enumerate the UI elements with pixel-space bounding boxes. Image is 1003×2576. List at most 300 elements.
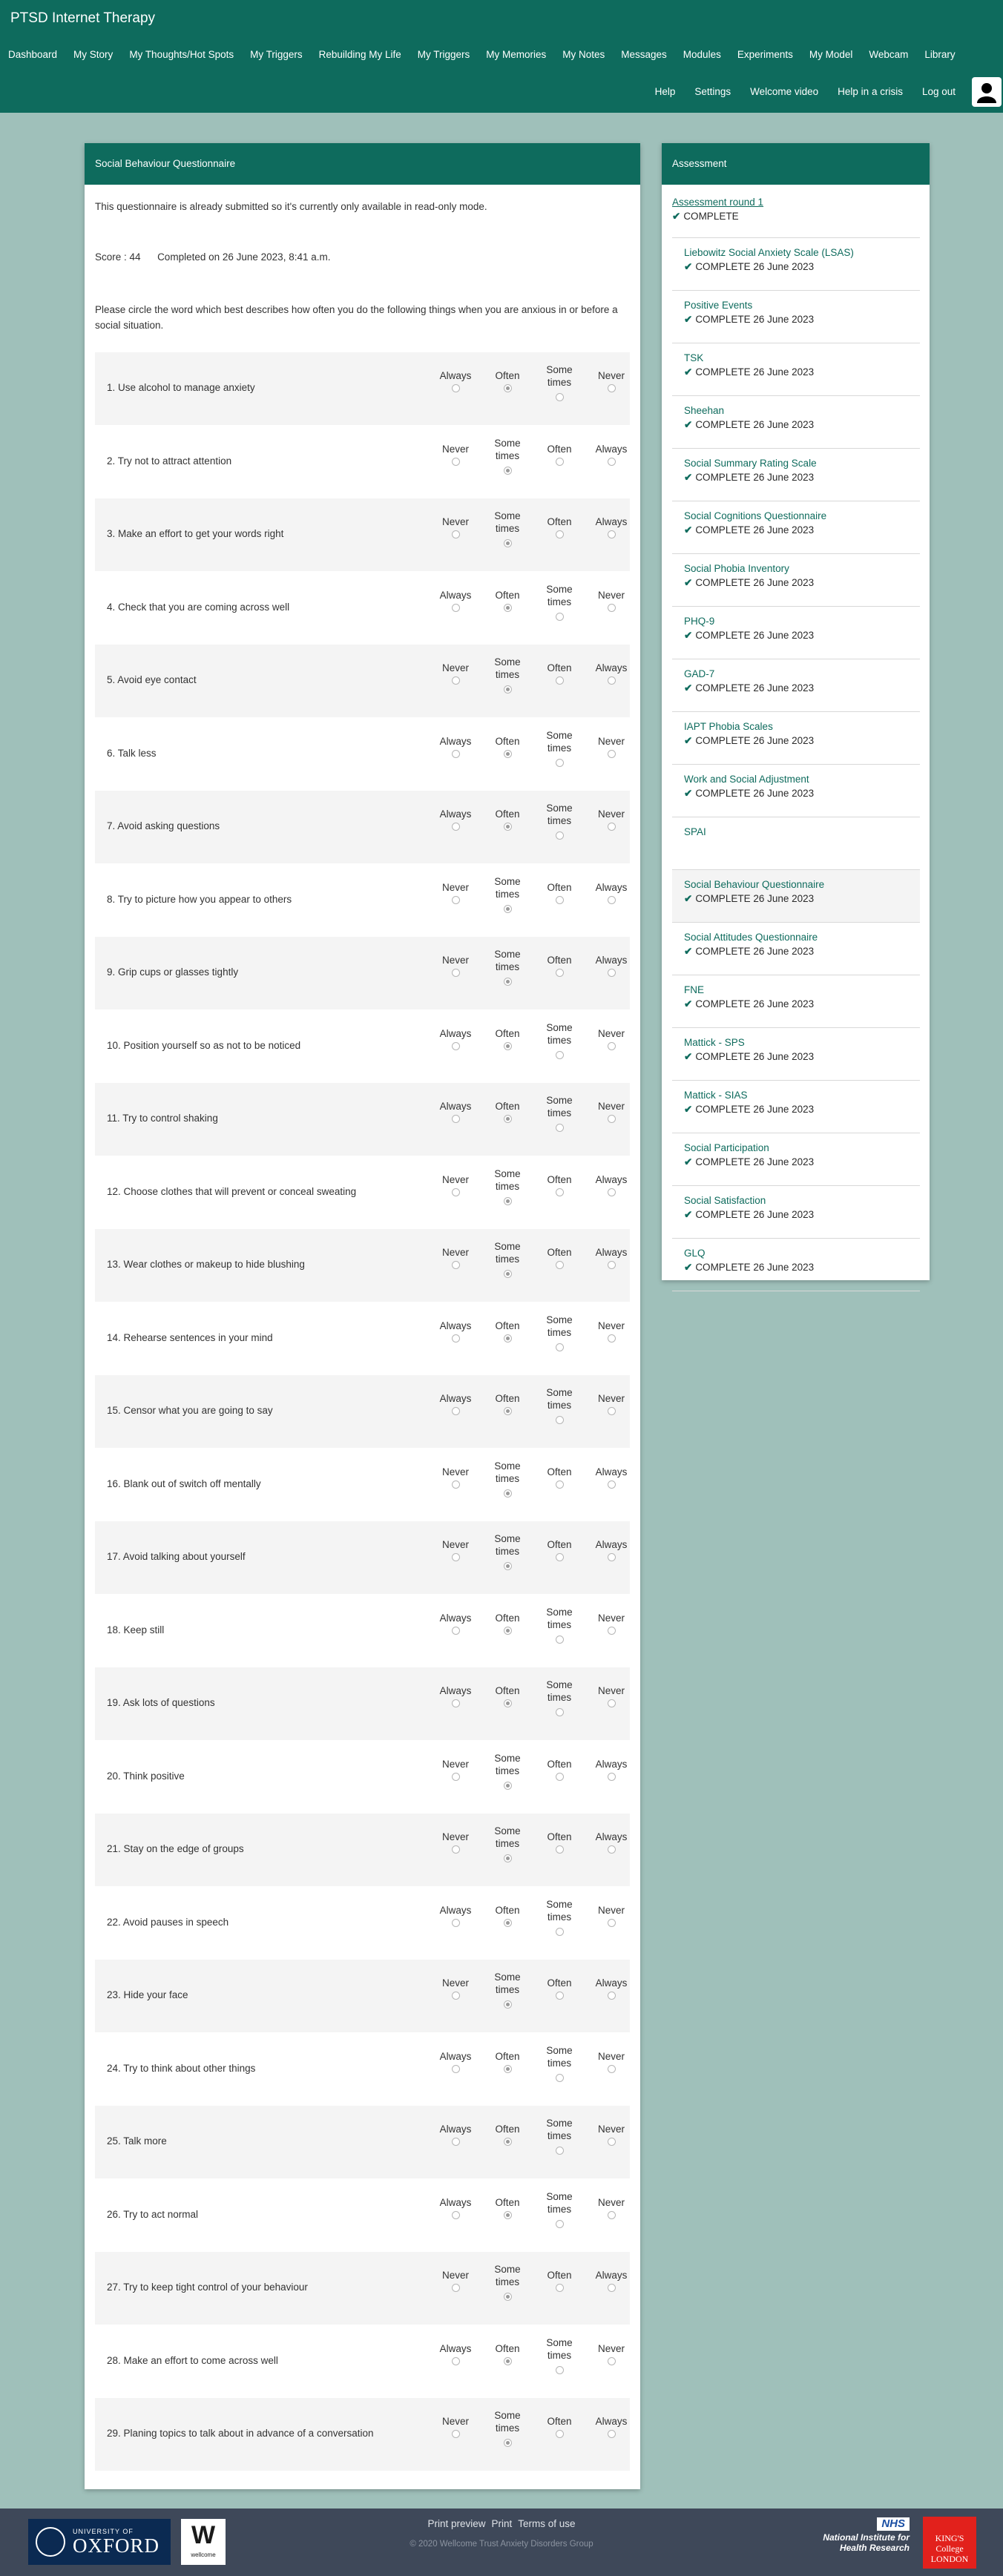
- answer-radio[interactable]: [504, 1699, 512, 1707]
- check-icon: ✔: [684, 1156, 693, 1167]
- answer-radio[interactable]: [452, 2065, 460, 2073]
- answer-label: Never: [441, 1247, 469, 1258]
- answer-option: [537, 1679, 582, 1730]
- question-text: 2. Try not to attract attention: [107, 455, 232, 467]
- answer-radio[interactable]: [452, 2284, 460, 2292]
- check-icon: ✔: [684, 524, 693, 536]
- answer-option: [589, 1240, 634, 1292]
- check-icon: ✔: [684, 472, 693, 483]
- answer-radio[interactable]: [556, 2074, 564, 2082]
- nav-item[interactable]: My Notes: [562, 49, 605, 60]
- assessment-item-name[interactable]: IAPT Phobia Scales: [684, 721, 773, 732]
- answer-radio[interactable]: [504, 1489, 512, 1498]
- answer-option: [537, 1460, 582, 1512]
- assessment-item[interactable]: [672, 449, 920, 501]
- answer-radio[interactable]: [504, 2000, 512, 2009]
- question-text: 24. Try to think about other things: [107, 2062, 256, 2074]
- answer-label: Never: [597, 1393, 625, 1404]
- answer-option: [485, 583, 530, 635]
- answer-radio[interactable]: [608, 2357, 616, 2365]
- answer-label: Often: [495, 1685, 520, 1696]
- assessment-item-name[interactable]: Mattick - SIAS: [684, 1090, 748, 1101]
- answer-radio[interactable]: [556, 1416, 564, 1424]
- answer-option: [589, 437, 634, 489]
- answer-radio[interactable]: [452, 1334, 460, 1343]
- answer-option: [537, 1898, 582, 1950]
- main-nav: [0, 49, 964, 65]
- answer-radio[interactable]: [608, 1553, 616, 1561]
- answer-radio[interactable]: [608, 1188, 616, 1196]
- assessment-item[interactable]: [672, 554, 920, 607]
- answer-radio[interactable]: [608, 1627, 616, 1635]
- answer-option: [485, 729, 530, 781]
- secondary-nav-item[interactable]: Settings: [694, 86, 731, 97]
- status-date: 26 June 2023: [753, 682, 815, 694]
- answer-radio[interactable]: [608, 1334, 616, 1343]
- answer-radio[interactable]: [452, 1699, 460, 1707]
- assessment-item-name[interactable]: Mattick - SPS: [684, 1037, 745, 1048]
- assessment-item[interactable]: [672, 712, 920, 765]
- status-date: 26 June 2023: [753, 1209, 815, 1220]
- answer-label: Never: [441, 1539, 469, 1550]
- answer-radio[interactable]: [504, 2293, 512, 2301]
- question-row: [95, 1229, 630, 1302]
- answer-radio[interactable]: [504, 1562, 512, 1570]
- question-row: [95, 2106, 630, 2178]
- answer-radio[interactable]: [608, 2138, 616, 2146]
- answer-radio[interactable]: [608, 1919, 616, 1927]
- status-date: 26 June 2023: [753, 998, 815, 1009]
- assessment-item-status: [684, 366, 920, 378]
- answer-radio[interactable]: [452, 676, 460, 685]
- answer-option: [537, 1532, 582, 1584]
- assessment-item[interactable]: [672, 870, 920, 923]
- answer-option: [589, 1167, 634, 1219]
- question-row: [95, 1960, 630, 2032]
- answer-radio[interactable]: [452, 1261, 460, 1269]
- answer-radio[interactable]: [452, 2211, 460, 2219]
- assessment-item[interactable]: [672, 1081, 920, 1133]
- answer-radio[interactable]: [556, 1845, 564, 1854]
- answer-radio[interactable]: [556, 1188, 564, 1196]
- answer-radio[interactable]: [608, 823, 616, 831]
- answer-radio[interactable]: [504, 823, 512, 831]
- secondary-nav-item[interactable]: Log out: [921, 86, 956, 97]
- answer-option: [485, 363, 530, 415]
- status-text: COMPLETE: [695, 524, 751, 536]
- answer-option: [433, 1094, 478, 1146]
- nav-item[interactable]: Dashboard: [8, 49, 58, 60]
- secondary-nav-item[interactable]: Help: [654, 86, 676, 97]
- answer-radio[interactable]: [452, 1553, 460, 1561]
- answer-radio[interactable]: [556, 1124, 564, 1132]
- answer-radio[interactable]: [608, 969, 616, 977]
- answer-radio[interactable]: [556, 1051, 564, 1059]
- assessment-item[interactable]: [672, 396, 920, 449]
- answer-radio[interactable]: [608, 2065, 616, 2073]
- assessment-item[interactable]: [672, 1239, 920, 1291]
- answer-label: Always: [439, 735, 472, 747]
- footer-link[interactable]: Print: [491, 2518, 513, 2529]
- answer-label: Some times: [494, 656, 521, 680]
- answer-radio[interactable]: [556, 896, 564, 904]
- answer-radio[interactable]: [452, 1115, 460, 1123]
- assessment-item-name[interactable]: PHQ-9: [684, 616, 715, 627]
- answer-radio[interactable]: [556, 2284, 564, 2292]
- answer-radio[interactable]: [504, 1782, 512, 1790]
- answer-label: Often: [495, 2050, 520, 2062]
- answer-radio[interactable]: [504, 2439, 512, 2447]
- assessment-item-status: [684, 261, 920, 273]
- answer-radio[interactable]: [556, 458, 564, 466]
- answer-radio[interactable]: [504, 905, 512, 913]
- assessment-item-status: [684, 1051, 920, 1063]
- answer-radio[interactable]: [452, 530, 460, 538]
- answer-label: Always: [439, 1101, 472, 1112]
- app-title[interactable]: PTSD Internet Therapy: [10, 10, 156, 26]
- question-row: [95, 2252, 630, 2325]
- answer-option: [485, 1240, 530, 1292]
- answer-radio[interactable]: [556, 2366, 564, 2374]
- status-date: 26 June 2023: [753, 946, 815, 957]
- assessment-list: [672, 197, 920, 1291]
- answer-option: [537, 583, 582, 635]
- assessment-item-name[interactable]: Social Phobia Inventory: [684, 563, 789, 574]
- answer-radio[interactable]: [608, 1480, 616, 1489]
- assessment-item[interactable]: [672, 343, 920, 396]
- assessment-round-name[interactable]: Assessment round 1: [672, 197, 764, 208]
- answer-label: Always: [439, 2196, 472, 2208]
- answer-label: Always: [439, 2342, 472, 2354]
- answer-label: Never: [597, 2050, 625, 2062]
- answer-radio[interactable]: [556, 530, 564, 538]
- answer-radio[interactable]: [608, 1042, 616, 1050]
- answer-label: Some times: [546, 1898, 573, 1923]
- assessment-item-name[interactable]: Social Behaviour Questionnaire: [684, 879, 825, 890]
- secondary-nav-item[interactable]: Help in a crisis: [838, 86, 903, 97]
- answer-radio[interactable]: [504, 1919, 512, 1927]
- answer-label: Never: [597, 1685, 625, 1696]
- answer-radio[interactable]: [452, 1773, 460, 1781]
- assessment-item[interactable]: [672, 765, 920, 817]
- answer-label: Some times: [494, 1460, 521, 1484]
- status-date: 26 June 2023: [753, 1156, 815, 1167]
- answer-radio[interactable]: [608, 458, 616, 466]
- assessment-item-name[interactable]: Social Satisfaction: [684, 1195, 766, 1206]
- answer-option: [433, 2336, 478, 2388]
- answer-radio[interactable]: [556, 2220, 564, 2228]
- answer-label: Often: [495, 1904, 520, 1916]
- answer-radio[interactable]: [452, 1845, 460, 1854]
- assessment-item-name[interactable]: Social Summary Rating Scale: [684, 458, 817, 469]
- question-row: [95, 1449, 630, 1521]
- answer-radio[interactable]: [556, 1773, 564, 1781]
- answer-radio[interactable]: [504, 978, 512, 986]
- answer-radio[interactable]: [608, 1773, 616, 1781]
- answer-radio[interactable]: [504, 467, 512, 475]
- answer-radio[interactable]: [608, 2211, 616, 2219]
- answer-label: Always: [439, 1027, 472, 1039]
- answer-label: Often: [495, 2196, 520, 2208]
- answer-radio[interactable]: [452, 823, 460, 831]
- answer-radio[interactable]: [556, 2430, 564, 2438]
- answer-radio[interactable]: [608, 1261, 616, 1269]
- assessment-item-name[interactable]: Social Participation: [684, 1142, 769, 1153]
- answer-radio[interactable]: [504, 384, 512, 392]
- answer-radio[interactable]: [452, 1919, 460, 1927]
- answer-radio[interactable]: [504, 1627, 512, 1635]
- status-date: 26 June 2023: [753, 1051, 815, 1062]
- answer-label: Often: [547, 2416, 572, 2427]
- answer-option: [485, 802, 530, 854]
- answer-option: [485, 1606, 530, 1658]
- check-icon: ✔: [684, 261, 693, 272]
- assessment-item-name[interactable]: Positive Events: [684, 300, 753, 311]
- assessment-item-name[interactable]: Social Cognitions Questionnaire: [684, 510, 827, 521]
- answer-radio[interactable]: [556, 1343, 564, 1351]
- nihr-logo[interactable]: [801, 2517, 910, 2553]
- answer-option: [485, 1021, 530, 1073]
- nav-item[interactable]: Library: [924, 49, 956, 60]
- check-icon: ✔: [672, 211, 681, 222]
- kcl-logo[interactable]: KING'S College LONDON: [923, 2517, 976, 2569]
- question-text: 10. Position yourself so as not to be noticed: [107, 1039, 301, 1051]
- question-text: 23. Hide your face: [107, 1989, 188, 2000]
- answer-radio[interactable]: [504, 604, 512, 612]
- answer-radio[interactable]: [504, 1270, 512, 1278]
- answer-radio[interactable]: [556, 831, 564, 840]
- assessment-item[interactable]: [672, 1186, 920, 1239]
- answer-radio[interactable]: [608, 1699, 616, 1707]
- question-row: [95, 1814, 630, 1886]
- assessment-item[interactable]: [672, 975, 920, 1028]
- status-text: COMPLETE: [695, 1262, 751, 1273]
- answer-radio[interactable]: [504, 1197, 512, 1205]
- answer-radio[interactable]: [504, 1854, 512, 1862]
- assessment-item[interactable]: [672, 501, 920, 554]
- answer-radio[interactable]: [452, 604, 460, 612]
- assessment-item-name[interactable]: Liebowitz Social Anxiety Scale (LSAS): [684, 247, 854, 258]
- check-icon: ✔: [684, 366, 693, 378]
- assessment-round[interactable]: [672, 197, 920, 238]
- answer-radio[interactable]: [504, 1334, 512, 1343]
- answer-label: Often: [547, 1977, 572, 1989]
- answer-option: [589, 2044, 634, 2096]
- assessment-item[interactable]: [672, 1028, 920, 1081]
- answer-radio[interactable]: [452, 1992, 460, 2000]
- check-icon: ✔: [684, 998, 693, 1009]
- assessment-item[interactable]: [672, 238, 920, 291]
- question-text: 21. Stay on the edge of groups: [107, 1843, 244, 1854]
- answer-radio[interactable]: [556, 969, 564, 977]
- answer-radio[interactable]: [608, 750, 616, 758]
- answer-radio[interactable]: [556, 1480, 564, 1489]
- answer-option: [537, 948, 582, 1000]
- answer-radio[interactable]: [452, 458, 460, 466]
- assessment-item-name[interactable]: Sheehan: [684, 405, 725, 416]
- answer-option: [433, 510, 478, 561]
- wellcome-letter: W: [191, 2521, 216, 2549]
- question-text: 17. Avoid talking about yourself: [107, 1551, 246, 1562]
- answer-label: Some times: [546, 1387, 573, 1411]
- answer-radio[interactable]: [504, 2138, 512, 2146]
- answer-radio[interactable]: [608, 1845, 616, 1854]
- answer-radio[interactable]: [556, 1992, 564, 2000]
- assessment-item[interactable]: [672, 607, 920, 659]
- answer-radio[interactable]: [556, 393, 564, 401]
- answer-radio[interactable]: [608, 2284, 616, 2292]
- nav-item[interactable]: Rebuilding My Life: [318, 49, 401, 60]
- answer-option: [537, 2409, 582, 2461]
- answer-label: Always: [595, 1758, 628, 1770]
- answer-option: [433, 583, 478, 635]
- answer-radio[interactable]: [556, 759, 564, 767]
- assessment-item-name[interactable]: Social Attitudes Questionnaire: [684, 932, 818, 943]
- answer-radio[interactable]: [556, 1708, 564, 1716]
- answer-radio[interactable]: [504, 750, 512, 758]
- assessment-item[interactable]: [672, 1133, 920, 1186]
- wellcome-word: wellcome: [191, 2552, 216, 2558]
- answer-radio[interactable]: [556, 1635, 564, 1644]
- answer-radio[interactable]: [504, 539, 512, 547]
- answer-label: Often: [495, 1320, 520, 1331]
- answer-radio[interactable]: [608, 1407, 616, 1415]
- question-text: 1. Use alcohol to manage anxiety: [107, 382, 255, 393]
- answer-option: [485, 2044, 530, 2096]
- assessment-item-name[interactable]: TSK: [684, 352, 704, 363]
- answer-radio[interactable]: [452, 969, 460, 977]
- assessment-item-name[interactable]: Work and Social Adjustment: [684, 774, 809, 785]
- question-text: 9. Grip cups or glasses tightly: [107, 966, 239, 978]
- answer-radio[interactable]: [608, 1992, 616, 2000]
- assessment-item-name[interactable]: GLQ: [684, 1248, 706, 1259]
- answer-radio[interactable]: [504, 2065, 512, 2073]
- question-text: 28. Make an effort to come across well: [107, 2354, 278, 2366]
- answer-radio[interactable]: [608, 2430, 616, 2438]
- nav-item[interactable]: My Model: [809, 49, 853, 60]
- answer-option: [433, 2263, 478, 2315]
- answer-option: [485, 510, 530, 561]
- answer-option: [537, 510, 582, 561]
- answer-radio[interactable]: [608, 896, 616, 904]
- assessment-item[interactable]: [672, 817, 920, 870]
- status-date: 26 June 2023: [753, 1104, 815, 1115]
- question-row: [95, 1375, 630, 1448]
- top-bar: [0, 0, 1003, 113]
- assessment-item-name[interactable]: SPAI: [684, 826, 706, 837]
- answer-radio[interactable]: [556, 2147, 564, 2155]
- nav-item[interactable]: Modules: [683, 49, 721, 60]
- question-row: [95, 1667, 630, 1740]
- nav-item[interactable]: Messages: [621, 49, 667, 60]
- answer-option: [537, 802, 582, 854]
- answer-radio[interactable]: [608, 384, 616, 392]
- assessment-item[interactable]: [672, 659, 920, 712]
- footer-link[interactable]: Terms of use: [518, 2518, 576, 2529]
- answer-radio[interactable]: [452, 2430, 460, 2438]
- answer-option: [433, 1898, 478, 1950]
- answer-radio[interactable]: [452, 384, 460, 392]
- nav-item[interactable]: My Story: [73, 49, 114, 60]
- assessment-title: Assessment: [662, 143, 930, 185]
- answer-label: Often: [495, 735, 520, 747]
- answer-radio[interactable]: [608, 676, 616, 685]
- answer-radio[interactable]: [452, 2357, 460, 2365]
- answer-label: Never: [441, 443, 469, 455]
- answer-radio[interactable]: [556, 613, 564, 621]
- answer-label: Always: [439, 370, 472, 381]
- answer-radio[interactable]: [452, 1407, 460, 1415]
- answer-radio[interactable]: [504, 2357, 512, 2365]
- status-text: COMPLETE: [695, 946, 751, 957]
- answer-label: Never: [441, 2270, 469, 2281]
- nav-item[interactable]: My Triggers: [250, 49, 303, 60]
- answer-label: Always: [595, 1977, 628, 1989]
- answer-option: [485, 1825, 530, 1877]
- assessment-item[interactable]: [672, 923, 920, 975]
- check-icon: ✔: [684, 1262, 693, 1273]
- answer-option: [485, 656, 530, 708]
- nav-item[interactable]: My Memories: [486, 49, 547, 60]
- answer-radio[interactable]: [608, 604, 616, 612]
- nav-item[interactable]: Webcam: [869, 49, 909, 60]
- answer-radio[interactable]: [504, 2211, 512, 2219]
- nav-item[interactable]: Experiments: [737, 49, 793, 60]
- answer-radio[interactable]: [504, 1407, 512, 1415]
- answer-radio[interactable]: [452, 1627, 460, 1635]
- answer-radio[interactable]: [452, 1042, 460, 1050]
- assessment-item[interactable]: [672, 291, 920, 343]
- answer-radio[interactable]: [504, 1042, 512, 1050]
- answer-radio[interactable]: [504, 1115, 512, 1123]
- answer-radio[interactable]: [452, 2138, 460, 2146]
- answer-option: [537, 1825, 582, 1877]
- status-date: 26 June 2023: [753, 893, 815, 904]
- assessment-item-name[interactable]: FNE: [684, 984, 704, 995]
- answer-label: Some times: [494, 1533, 521, 1557]
- answer-radio[interactable]: [556, 1261, 564, 1269]
- answer-option: [537, 1021, 582, 1073]
- check-icon: ✔: [684, 577, 693, 588]
- answer-radio[interactable]: [556, 1928, 564, 1936]
- question-row: [95, 791, 630, 863]
- answer-radio[interactable]: [608, 1115, 616, 1123]
- answer-option: [589, 1898, 634, 1950]
- answer-option: [433, 1971, 478, 2023]
- answer-radio[interactable]: [608, 530, 616, 538]
- answer-radio[interactable]: [556, 1553, 564, 1561]
- answer-option: [537, 656, 582, 708]
- answer-option: [433, 875, 478, 927]
- answer-radio[interactable]: [504, 685, 512, 694]
- answer-radio[interactable]: [452, 1480, 460, 1489]
- answer-label: Always: [439, 2050, 472, 2062]
- answer-label: Never: [597, 1027, 625, 1039]
- answer-radio[interactable]: [556, 676, 564, 685]
- answer-radio[interactable]: [452, 896, 460, 904]
- assessment-item-name[interactable]: GAD-7: [684, 668, 715, 679]
- nav-item[interactable]: My Thoughts/Hot Spots: [129, 49, 234, 60]
- answer-label: Often: [547, 1247, 572, 1258]
- avatar[interactable]: [972, 77, 1002, 107]
- footer-link[interactable]: Print preview: [427, 2518, 486, 2529]
- answer-label: Never: [597, 808, 625, 820]
- answer-radio[interactable]: [452, 1188, 460, 1196]
- answer-radio[interactable]: [452, 750, 460, 758]
- nav-item[interactable]: My Triggers: [417, 49, 470, 60]
- status-date: 26 June 2023: [753, 472, 815, 483]
- secondary-nav-item[interactable]: Welcome video: [750, 86, 819, 97]
